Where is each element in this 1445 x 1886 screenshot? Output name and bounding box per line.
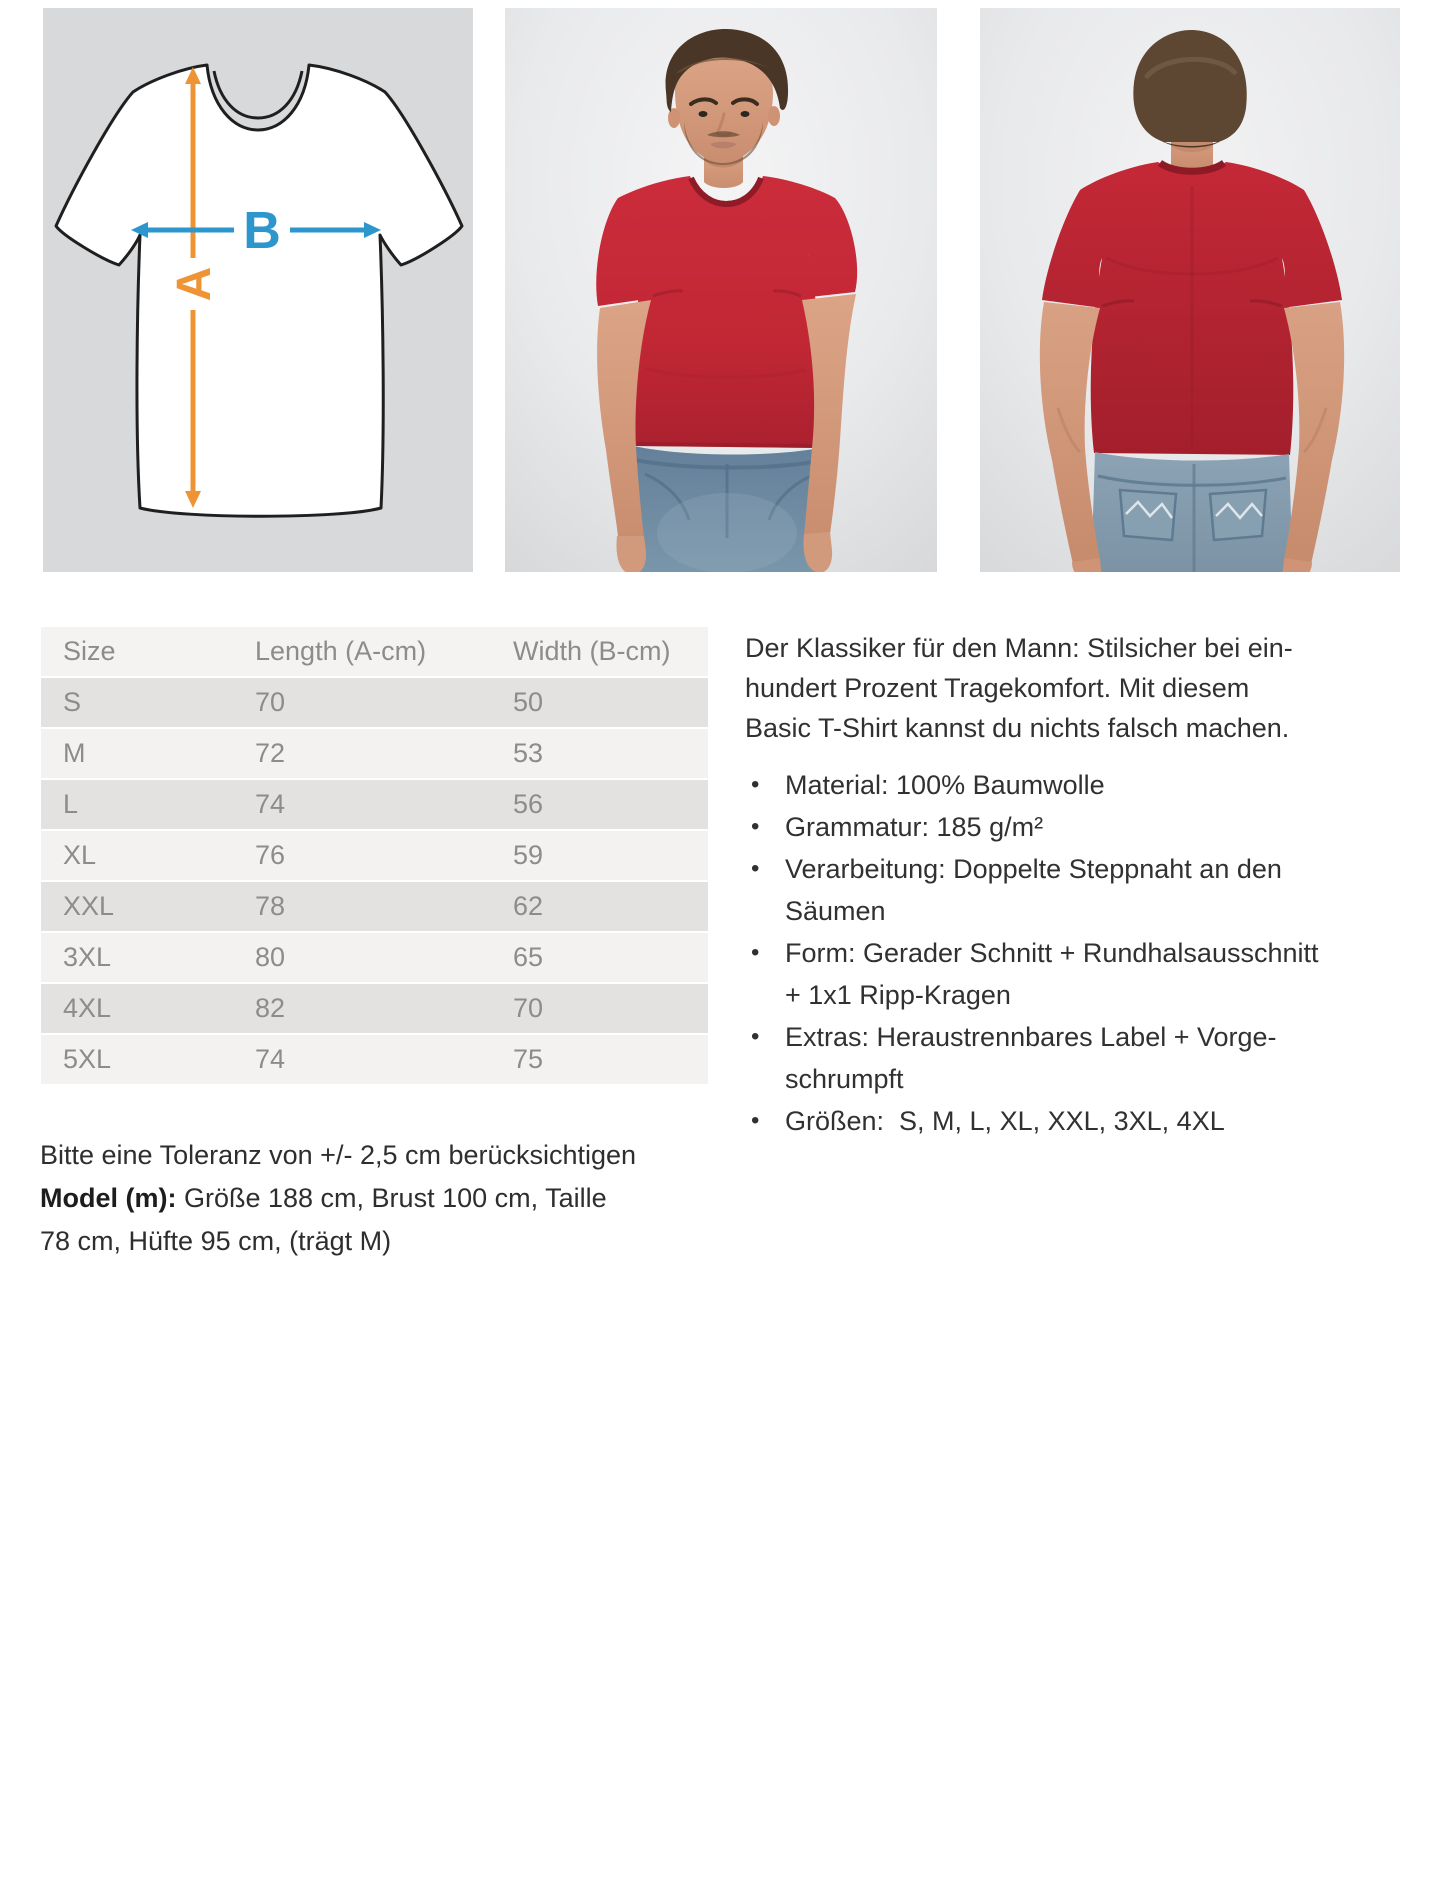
bullet-dot-icon: •: [751, 771, 760, 798]
feature-bullet: [745, 848, 1377, 932]
description-line: Der Klassiker für den Mann: Stilsicher bei ein-: [745, 633, 1293, 663]
size-table-cell-width: 70: [513, 993, 544, 1023]
tshirt-measurement-diagram-icon: [43, 8, 473, 572]
label-b: B: [243, 202, 281, 260]
size-table-header-row: [41, 627, 708, 678]
size-table-cell-size: 5XL: [63, 1044, 112, 1074]
size-table-header-length: Length (A-cm): [255, 636, 427, 666]
model-front-illustration: [505, 8, 937, 572]
product-description: [745, 628, 1377, 1142]
feature-bullet: [745, 1016, 1377, 1100]
model-line: [40, 1177, 700, 1220]
size-table: [41, 627, 708, 1086]
size-table-header-width: Width (B-cm): [513, 636, 671, 666]
feature-bullet: [745, 932, 1377, 1016]
model-line-2: 78 cm, Hüfte 95 cm, (trägt M): [40, 1226, 392, 1256]
model-back-illustration: [980, 8, 1400, 572]
size-table-cell-length: 72: [255, 738, 286, 768]
size-table-cell-size: M: [63, 738, 86, 768]
bullet-dot-icon: •: [751, 855, 760, 882]
size-table-cell-length: 82: [255, 993, 286, 1023]
feature-bullet-line: Verarbeitung: Doppelte Steppnaht an den: [785, 854, 1282, 884]
size-table-header-size: Size: [63, 636, 116, 666]
size-table-cell-length: 74: [255, 1044, 286, 1074]
size-table-cell-length: 80: [255, 942, 286, 972]
size-table-cell-width: 53: [513, 738, 544, 768]
size-table-row: [41, 729, 708, 780]
size-table-cell-width: 62: [513, 891, 544, 921]
size-table-row: [41, 678, 708, 729]
size-table-row: [41, 780, 708, 831]
bullet-dot-icon: •: [751, 813, 760, 840]
size-table-cell-width: 75: [513, 1044, 544, 1074]
feature-list: [745, 764, 1377, 1142]
size-table-cell-size: XL: [63, 840, 97, 870]
size-table-cell-length: 70: [255, 687, 286, 717]
model-measurements: Größe 188 cm, Brust 100 cm, Taille: [176, 1183, 607, 1213]
feature-bullet-line: Größen: S, M, L, XL, XXL, 3XL, 4XL: [785, 1106, 1225, 1136]
size-table-row: [41, 831, 708, 882]
size-table-cell-width: 65: [513, 942, 544, 972]
product-photo-front: [505, 8, 937, 572]
product-photo-back: [980, 8, 1400, 572]
description-line: Basic T-Shirt kannst du nichts falsch machen.: [745, 713, 1290, 743]
size-table-row: [41, 933, 708, 984]
size-table-cell-width: 59: [513, 840, 544, 870]
size-diagram-panel: [43, 8, 473, 572]
size-table-cell-size: 3XL: [63, 942, 112, 972]
bullet-dot-icon: •: [751, 1023, 760, 1050]
feature-bullet-line: Säumen: [785, 896, 886, 926]
size-table-row: [41, 984, 708, 1035]
description-intro: [745, 628, 1377, 748]
feature-bullet-line: Grammatur: 185 g/m²: [785, 812, 1044, 842]
tolerance-line: Bitte eine Toleranz von +/- 2,5 cm berücksichtigen: [40, 1140, 637, 1170]
size-table-cell-size: L: [63, 789, 79, 819]
size-table-cell-length: 76: [255, 840, 286, 870]
feature-bullet-line: Form: Gerader Schnitt + Rundhalsausschnitt: [785, 938, 1319, 968]
size-table-cell-length: 74: [255, 789, 286, 819]
label-a: A: [168, 266, 221, 302]
size-table-cell-width: 50: [513, 687, 544, 717]
size-table-cell-length: 78: [255, 891, 286, 921]
feature-bullet-line: + 1x1 Ripp-Kragen: [785, 980, 1011, 1010]
feature-bullet-line: Extras: Heraustrennbares Label + Vorge-: [785, 1022, 1277, 1052]
feature-bullet: [745, 764, 1377, 806]
size-table-cell-size: 4XL: [63, 993, 112, 1023]
feature-bullet: [745, 1100, 1377, 1142]
feature-bullet-line: schrumpft: [785, 1064, 904, 1094]
size-table-cell-size: XXL: [63, 891, 115, 921]
size-table-row: [41, 882, 708, 933]
description-line: hundert Prozent Tragekomfort. Mit diesem: [745, 673, 1250, 703]
tolerance-note: [40, 1134, 700, 1263]
feature-bullet: [745, 806, 1377, 848]
size-table-cell-size: S: [63, 687, 82, 717]
feature-bullet-line: Material: 100% Baumwolle: [785, 770, 1105, 800]
bullet-dot-icon: •: [751, 939, 760, 966]
size-table-cell-width: 56: [513, 789, 544, 819]
size-table-row: [41, 1035, 708, 1086]
model-label: Model (m):: [40, 1183, 177, 1213]
bullet-dot-icon: •: [751, 1107, 760, 1134]
